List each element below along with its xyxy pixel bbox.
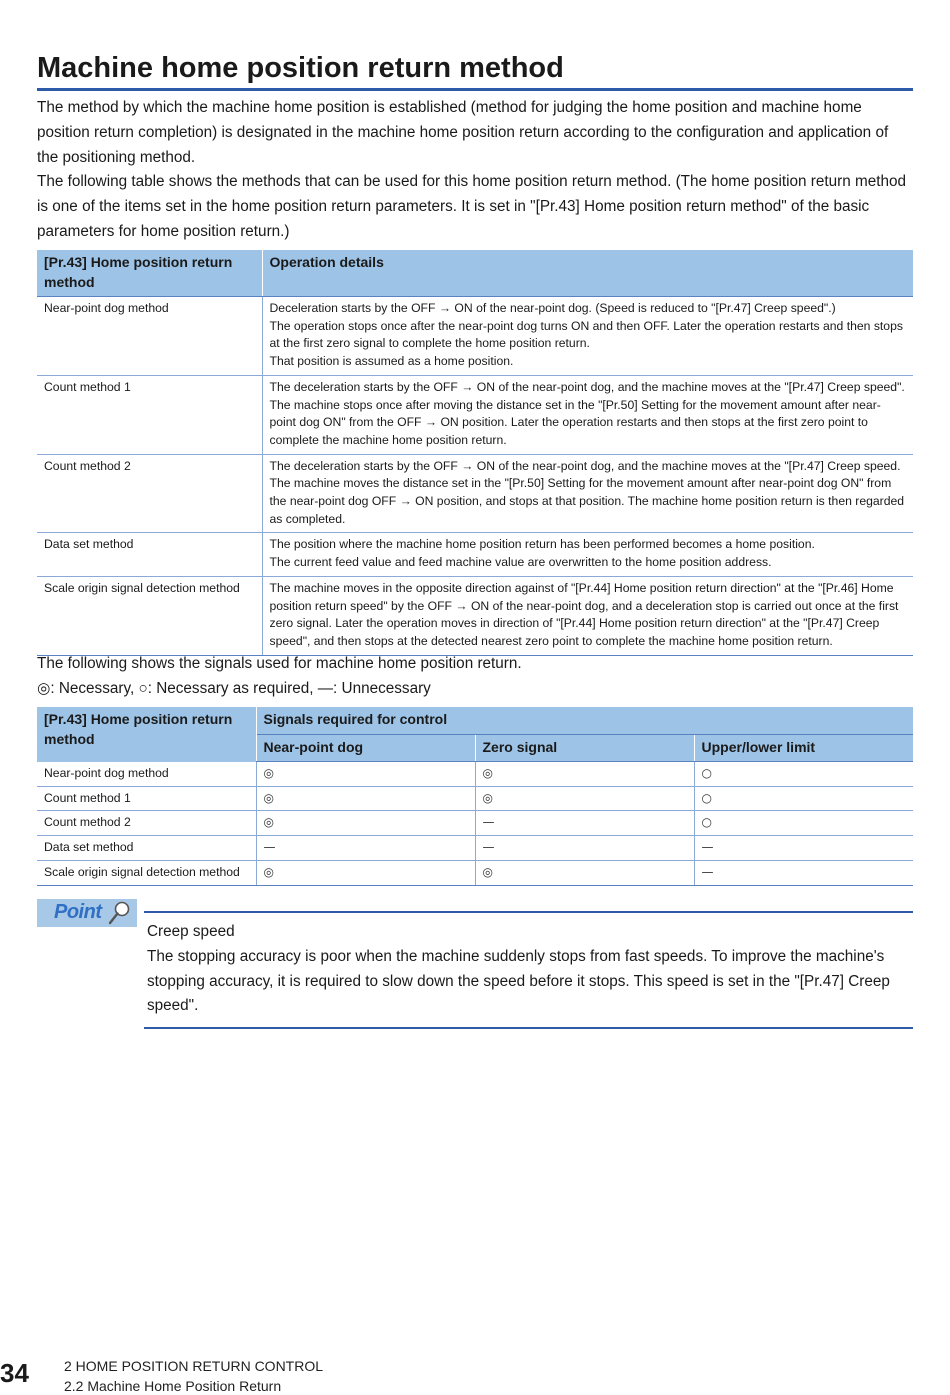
method-cell: Count method 2 (37, 454, 262, 533)
point-heading: Creep speed (147, 923, 235, 940)
detail-line: The current feed value and feed machine value are overwritten to the home position address. (269, 555, 772, 570)
table-header: Upper/lower limit (694, 734, 913, 762)
detail-line: The machine moves the distance set in the "[Pr.50] Setting for the movement amount after near-point dog ON" from the near-point dog OFF → ON position, and stops at that position. The machine home position return is then regarded as completed. (269, 476, 905, 526)
table-header: [Pr.43] Home position return method (37, 250, 262, 297)
point-box-top-rule (144, 911, 913, 913)
table-row (37, 375, 913, 454)
signal-cell: ○ (694, 811, 913, 836)
signals-intro-text (37, 652, 913, 702)
point-badge (37, 899, 137, 927)
table-header: Near-point dog (256, 734, 475, 762)
intro-paragraph: The following table shows the methods that can be used for this home position return method. (The home position return method is one of the items set in the home position return parameters. It is set in "[Pr.43] Home position return method" of the basic parameters for home position return.) (37, 173, 907, 240)
method-cell: Count method 1 (37, 786, 256, 811)
intro-paragraph: The method by which the machine home position is established (method for judging the home position and machine home position return completion) is designated in the machine home position return according to the configuration and application of the positioning method. (37, 99, 889, 166)
signal-cell: ◎ (256, 860, 475, 885)
method-cell: Scale origin signal detection method (37, 860, 256, 885)
footer-chapter: 2 HOME POSITION RETURN CONTROL (64, 1358, 324, 1374)
point-text: The stopping accuracy is poor when the machine suddenly stops from fast speeds. To improve the machine's stopping accuracy, it is required to slow down the speed before it stops. This speed is set in the "[Pr.47] Creep speed". (147, 947, 890, 1015)
signal-cell: ◎ (256, 786, 475, 811)
point-content (147, 920, 913, 1019)
table-row (37, 454, 913, 533)
table-header: [Pr.43] Home position return method (37, 707, 256, 762)
table-row (37, 860, 913, 885)
point-badge-label: Point (54, 901, 102, 923)
method-cell: Scale origin signal detection method (37, 576, 262, 655)
method-cell: Near-point dog method (37, 297, 262, 376)
detail-line: The operation stops once after the near-point dog turns ON and then OFF. Later the operation restarts and then stops at the first zero signal to complete the home position return. (269, 318, 903, 351)
signal-cell: ◎ (475, 860, 694, 885)
table-row (37, 297, 913, 376)
detail-line: The machine stops once after moving the distance set in the "[Pr.50] Setting for the movement amount after near-point dog ON" from the OFF → ON position. Later the operation restarts and then stops at the first zero point to complete the machine home position return. (269, 397, 881, 447)
method-cell: Data set method (37, 533, 262, 576)
signal-cell: ◎ (256, 762, 475, 787)
detail-line: The deceleration starts by the OFF → ON of the near-point dog, and the machine moves at the "[Pr.47] Creep speed". (269, 379, 905, 394)
details-cell (262, 297, 913, 376)
table-header: Zero signal (475, 734, 694, 762)
table-row (37, 576, 913, 655)
magnifier-icon (103, 900, 133, 926)
signal-cell: ○ (694, 786, 913, 811)
signal-cell: — (256, 836, 475, 861)
table-row (37, 786, 913, 811)
method-cell: Data set method (37, 836, 256, 861)
table-row (37, 811, 913, 836)
table-row (37, 836, 913, 861)
footer-section: 2.2 Machine Home Position Return (64, 1378, 282, 1394)
table-row (37, 533, 913, 576)
method-cell: Count method 2 (37, 811, 256, 836)
title-rule (37, 88, 913, 91)
table-header: Operation details (262, 250, 913, 297)
detail-line: The position where the machine home position return has been performed becomes a home position. (269, 537, 815, 552)
signal-cell: ◎ (256, 811, 475, 836)
signal-cell: — (475, 836, 694, 861)
details-cell (262, 576, 913, 655)
signals-table (37, 707, 913, 886)
symbol-legend: ◎: Necessary, ○: Necessary as required, —: Unnecessary (37, 679, 431, 697)
details-cell (262, 454, 913, 533)
detail-line: The deceleration starts by the OFF → ON of the near-point dog, and the machine moves at the "[Pr.47] Creep speed. (269, 458, 901, 473)
signal-cell: — (694, 836, 913, 861)
table-row (37, 762, 913, 787)
method-cell: Count method 1 (37, 375, 262, 454)
signal-cell: ◎ (475, 786, 694, 811)
detail-line: Deceleration starts by the OFF → ON of the near-point dog. (Speed is reduced to "[Pr.47] Creep speed".) (269, 301, 836, 315)
method-cell: Near-point dog method (37, 762, 256, 787)
point-box-bottom-rule (144, 1027, 913, 1029)
details-cell (262, 375, 913, 454)
details-cell (262, 533, 913, 576)
page-title: Machine home position return method (37, 52, 564, 84)
signals-intro: The following shows the signals used for machine home position return. (37, 655, 522, 672)
detail-line: The machine moves in the opposite direction against of "[Pr.44] Home position return direction" at the "[Pr.46] Home position return speed" by the OFF → ON of the near-point dog, and a deceleration stop is carried out once at the first zero signal. Later the operation moves in direction of "[Pr.44] Home position return direction" at the "[Pr.47] Creep speed", and then stops at the detected nearest zero point to complete the machine home position return. (269, 580, 899, 648)
intro-text (37, 96, 913, 245)
signal-cell: ◎ (475, 762, 694, 787)
signal-cell: — (475, 811, 694, 836)
operation-details-table (37, 250, 913, 656)
page-number: 34 (0, 1358, 29, 1388)
detail-line: That position is assumed as a home position. (269, 354, 514, 369)
table-group-header: Signals required for control (256, 707, 913, 734)
signal-cell: — (694, 860, 913, 885)
signal-cell: ○ (694, 762, 913, 787)
